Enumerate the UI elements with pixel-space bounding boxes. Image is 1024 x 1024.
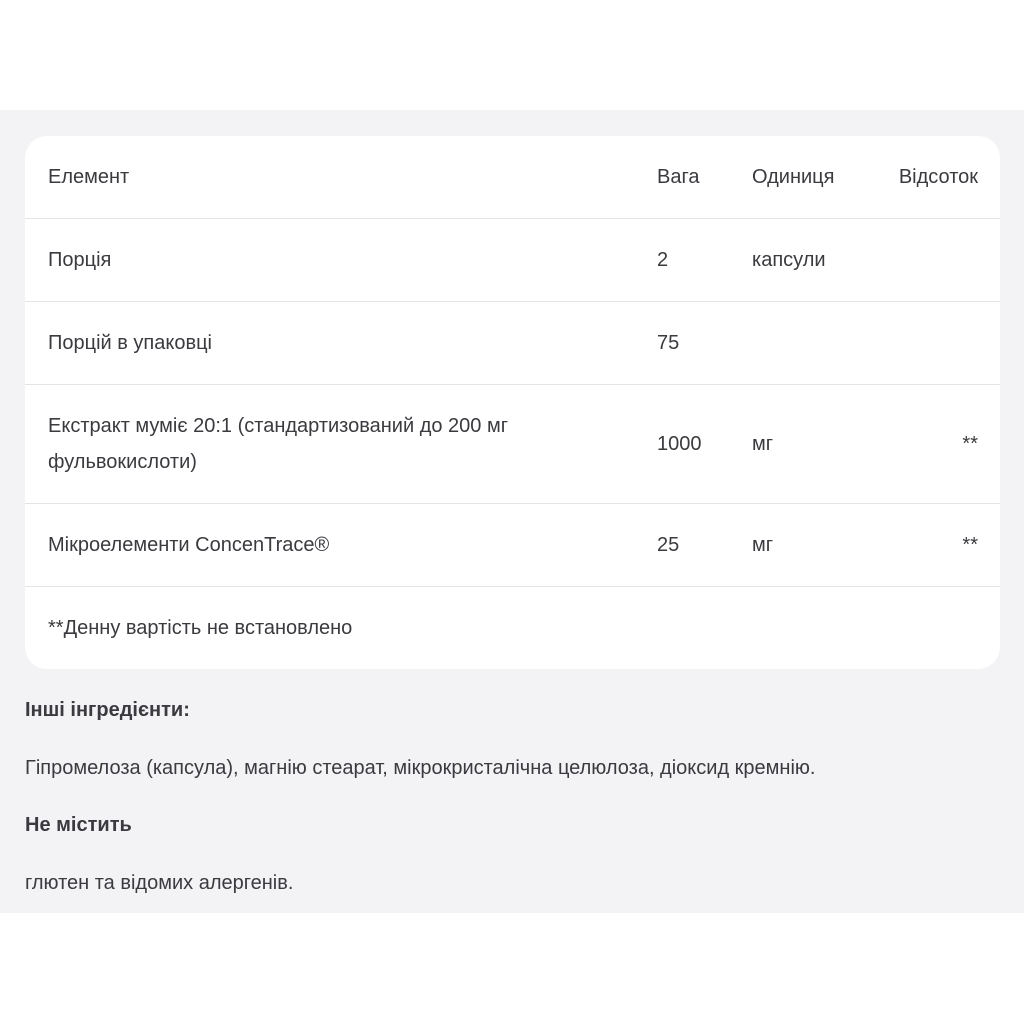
row-percent: ** bbox=[962, 534, 978, 556]
header-weight: Вага bbox=[657, 166, 700, 188]
table-footnote: **Денну вартість не встановлено bbox=[48, 617, 353, 639]
row-name: Мікроелементи ConcenTrace® bbox=[48, 534, 330, 556]
row-weight: 25 bbox=[657, 534, 680, 556]
row-name: Екстракт муміє 20:1 (стандартизований до 200 мг фульвокислоти) bbox=[48, 415, 509, 473]
row-percent: ** bbox=[962, 433, 978, 455]
row-unit: мг bbox=[752, 433, 774, 455]
table-row bbox=[25, 385, 1000, 504]
header-unit: Одиниця bbox=[752, 166, 835, 188]
free-from-title: Не містить bbox=[25, 814, 132, 836]
row-weight: 1000 bbox=[657, 433, 702, 455]
table-row bbox=[25, 219, 1000, 302]
row-percent bbox=[858, 219, 978, 301]
supplement-facts-section bbox=[0, 110, 1024, 913]
table-row bbox=[25, 302, 1000, 385]
free-from-text: глютен та відомих алергенів. bbox=[25, 872, 294, 894]
table-footnote-row bbox=[25, 587, 1000, 669]
row-name: Порція bbox=[48, 249, 112, 271]
table-header-row bbox=[25, 136, 1000, 219]
supplement-facts-table bbox=[25, 136, 1000, 669]
row-weight: 2 bbox=[657, 249, 669, 271]
row-name: Порцій в упаковці bbox=[48, 332, 213, 354]
header-element: Елемент bbox=[48, 166, 130, 188]
other-ingredients-text: Гіпромелоза (капсула), магнію стеарат, мікрокристалічна целюлоза, діоксид кремнію. bbox=[25, 757, 816, 779]
row-unit: мг bbox=[752, 534, 774, 556]
other-ingredients-title: Інші інгредієнти: bbox=[25, 699, 190, 721]
row-unit: капсули bbox=[752, 249, 826, 271]
header-percent: Відсоток bbox=[898, 166, 978, 188]
row-unit bbox=[752, 302, 872, 384]
row-percent bbox=[858, 302, 978, 384]
table-row bbox=[25, 504, 1000, 587]
row-weight: 75 bbox=[657, 332, 680, 354]
